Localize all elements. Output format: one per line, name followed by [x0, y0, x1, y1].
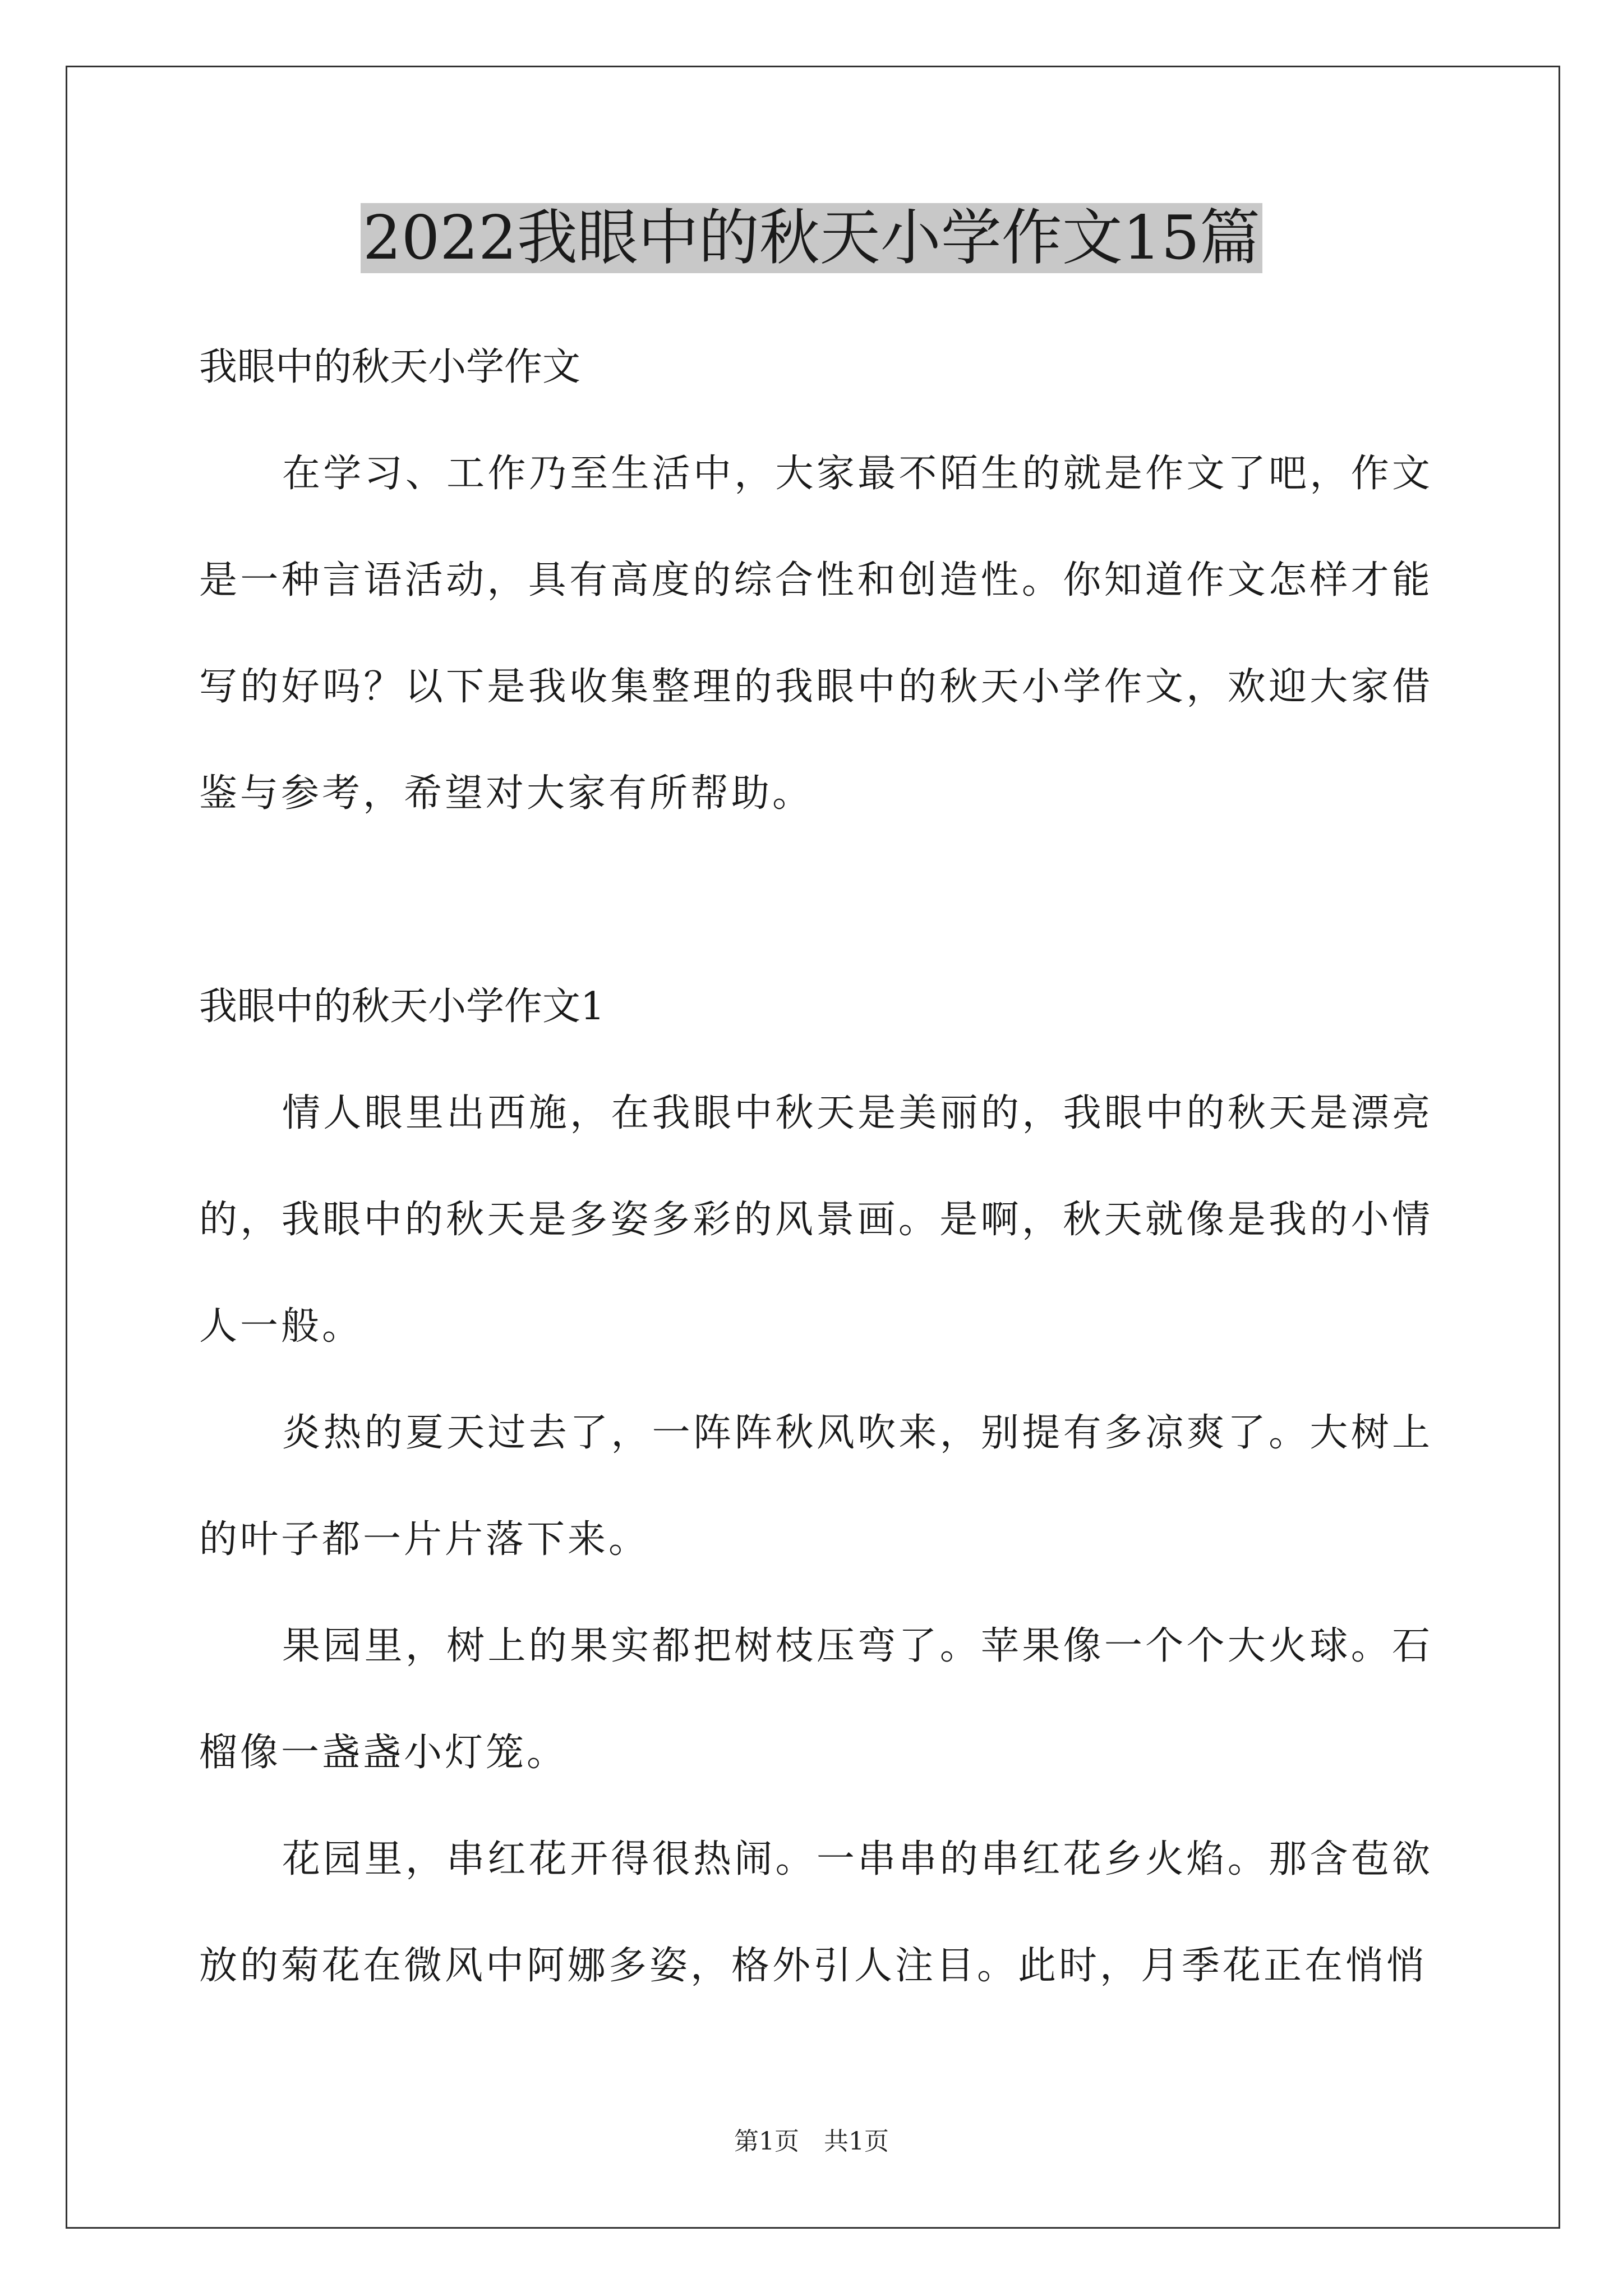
intro-heading: 我眼中的秋天小学作文	[199, 345, 581, 389]
essay-paragraph: 炎热的夏天过去了，一阵阵秋风吹来，别提有多凉爽了。大树上的叶子都一片片落下来。	[199, 1411, 1433, 1562]
essay-paragraph: 果园里，树上的果实都把树枝压弯了。苹果像一个个大火球。石榴像一盏盏小灯笼。	[199, 1624, 1433, 1775]
essay-paragraph: 花园里，串红花开得很热闹。一串串的串红花乡火焰。那含苞欲放的菊花在微风中阿娜多姿，格外引人注目。此时，月季花正在悄悄	[199, 1837, 1433, 1988]
document-body	[199, 314, 1433, 2019]
page-number-footer: 第1页 共1页	[734, 2127, 889, 2156]
document-title	[0, 196, 1623, 280]
document-title-text: 2022我眼中的秋天小学作文15篇	[361, 203, 1262, 273]
essay-heading: 我眼中的秋天小学作文1	[199, 984, 605, 1029]
section-spacer	[199, 847, 1433, 954]
essay-paragraph: 情人眼里出西施，在我眼中秋天是美丽的，我眼中的秋天是漂亮的，我眼中的秋天是多姿多彩的风景画。是啊，秋天就像是我的小情人一般。	[199, 1091, 1433, 1349]
intro-paragraph: 在学习、工作乃至生活中，大家最不陌生的就是作文了吧，作文是一种言语活动，具有高度的综合性和创造性。你知道作文怎样才能写的好吗？以下是我收集整理的我眼中的秋天小学作文，欢迎大家借鉴与参考，希望对大家有所帮助。	[199, 452, 1433, 816]
